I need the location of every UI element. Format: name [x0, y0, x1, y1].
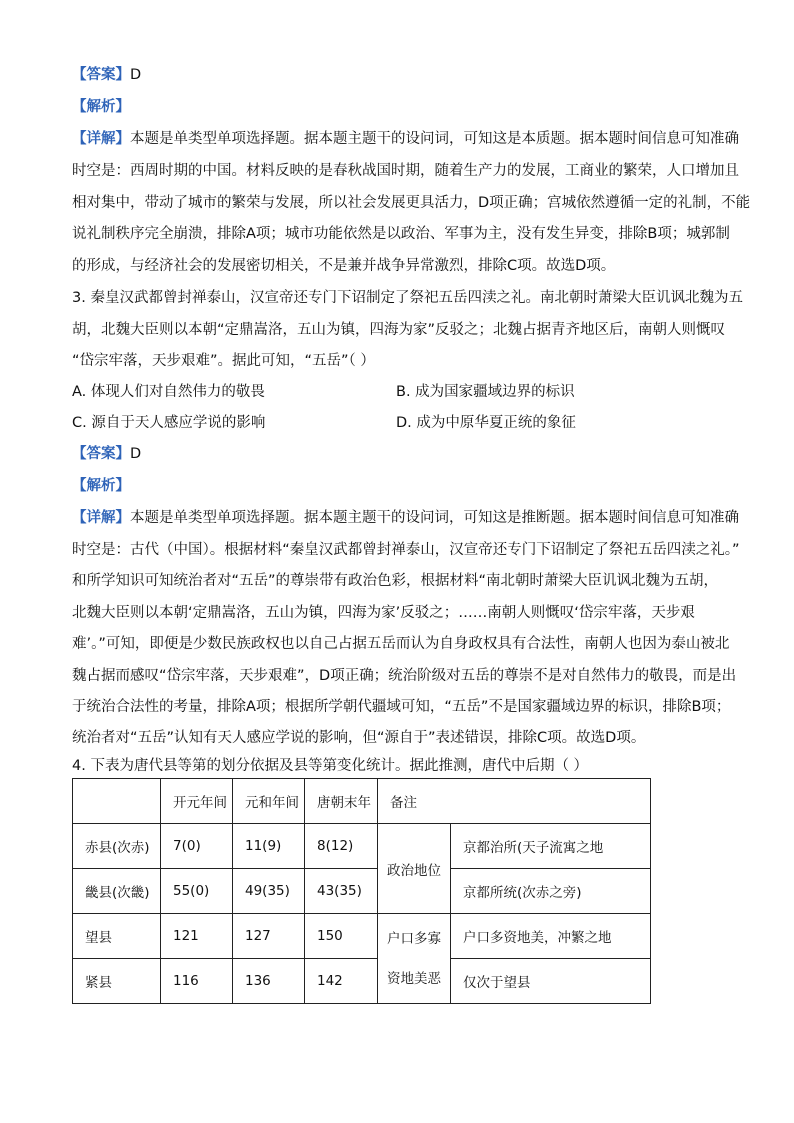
question-3-line: 胡，北魏大臣则以本朝“定鼎嵩洛，五山为镇，四海为家”反驳之；北魏占据青齐地区后，南朝人则慨叹 [72, 322, 726, 338]
cell: 150 [305, 914, 378, 959]
cell: 127 [233, 914, 305, 959]
analysis-heading-2 [72, 476, 130, 496]
detail-line [72, 129, 739, 149]
answer-tag: 【答案】 [72, 67, 130, 83]
cell: 136 [233, 959, 305, 1004]
detail-line: 魏占据而感叹“岱宗牢落，天步艰难”，D项正确；统治阶级对五岳的尊崇不是对自然伟力的敬畏，而是出 [72, 668, 737, 684]
detail-line: 的形成，与经济社会的发展密切相关，不是兼并战争异常激烈，排除C项。故选D项。 [72, 258, 616, 274]
group-cell-population-land [378, 914, 451, 1004]
detail-line [72, 508, 739, 528]
analysis-heading-1 [72, 97, 130, 117]
option-b: B. 成为国家疆域边界的标识 [396, 384, 575, 400]
note-cell: 户口多资地美，冲繁之地 [451, 914, 651, 959]
table-corner-cell [73, 779, 161, 824]
detail-line: 时空是：西周时期的中国。材料反映的是春秋战国时期，随着生产力的发展，工商业的繁荣，人口增加且 [72, 163, 739, 179]
header-cell: 元和年间 [233, 779, 305, 824]
question-3-line: “岱宗牢落，天步艰难”。据此可知，“五岳”（ ） [72, 353, 375, 369]
detail-line: 北魏大臣则以本朝‘定鼎嵩洛，五山为镇，四海为家’反驳之；……南朝人则慨叹‘岱宗牢落，天步艰 [72, 605, 695, 621]
row-label: 畿县(次畿) [73, 869, 161, 914]
table-row [73, 914, 651, 959]
county-rank-table [72, 778, 651, 1004]
note-cell: 仅次于望县 [451, 959, 651, 1004]
analysis-tag: 【解析】 [72, 99, 130, 115]
cell: 11(9) [233, 824, 305, 869]
analysis-tag: 【解析】 [72, 478, 130, 494]
cell: 49(35) [233, 869, 305, 914]
detail-line: 难’。”可知，即便是少数民族政权也以自己占据五岳而认为自身政权具有合法性，南朝人也因为泰山被北 [72, 636, 730, 652]
cell: 142 [305, 959, 378, 1004]
note-cell: 京都所统(次赤之旁) [451, 869, 651, 914]
detail-line: 相对集中，带动了城市的繁荣与发展，所以社会发展更具活力，D项正确；宫城依然遵循一定的礼制，不能 [72, 195, 751, 211]
cell: 43(35) [305, 869, 378, 914]
note-cell: 京都治所(天子流寓之地 [451, 824, 651, 869]
group-cell-political-status: 政治地位 [378, 824, 451, 914]
detail-line: 时空是：古代（中国）。根据材料“秦皇汉武都曾封禅泰山，汉宣帝还专门下诏制定了祭祀五岳四渎之礼。” [72, 542, 740, 558]
option-a: A. 体现人们对自然伟力的敬畏 [72, 384, 265, 400]
table-row [73, 869, 651, 914]
row-label: 紧县 [73, 959, 161, 1004]
detail-tag: 【详解】 [72, 131, 130, 147]
table-header-row [73, 779, 651, 824]
answer-line-1 [72, 65, 141, 85]
cell: 55(0) [161, 869, 233, 914]
header-cell: 开元年间 [161, 779, 233, 824]
detail-line: 和所学知识可知统治者对“五岳”的尊崇带有政治色彩，根据材料“南北朝时萧梁大臣讥讽北魏为五胡， [72, 573, 719, 589]
header-cell: 唐朝末年 [305, 779, 378, 824]
detail-line: 统治者对“五岳”认知有天人感应学说的影响，但“源自于”表述错误，排除C项。故选D项。 [72, 730, 646, 746]
row-label: 赤县(次赤) [73, 824, 161, 869]
detail-text: 本题是单类型单项选择题。据本题主题干的设问词，可知这是本质题。据本题时间信息可知准确 [130, 131, 739, 147]
question-4-stem: 4. 下表为唐代县等第的划分依据及县等第变化统计。据此推测，唐代中后期（ ） [72, 758, 589, 774]
cell: 7(0) [161, 824, 233, 869]
cell: 121 [161, 914, 233, 959]
detail-line: 于统治合法性的考量，排除A项；根据所学朝代疆域可知，“五岳”不是国家疆域边界的标识，排除B项； [72, 699, 731, 715]
cell: 116 [161, 959, 233, 1004]
row-label: 望县 [73, 914, 161, 959]
answer-tag: 【答案】 [72, 446, 130, 462]
cell: 8(12) [305, 824, 378, 869]
table-row [73, 824, 651, 869]
group-line: 资地美恶 [387, 970, 441, 987]
question-3-line: 3. 秦皇汉武都曾封禅泰山，汉宣帝还专门下诏制定了祭祀五岳四渎之礼。南北朝时萧梁大臣讥讽北魏为五 [72, 290, 743, 306]
table-row [73, 959, 651, 1004]
group-line: 户口多寡 [387, 930, 441, 947]
option-d: D. 成为中原华夏正统的象征 [396, 415, 576, 431]
detail-text: 本题是单类型单项选择题。据本题主题干的设问词，可知这是推断题。据本题时间信息可知准确 [130, 510, 739, 526]
answer-line-2 [72, 444, 141, 464]
detail-line: 说礼制秩序完全崩溃，排除A项；城市功能依然是以政治、军事为主，没有发生异变，排除B项；城郭制 [72, 226, 730, 242]
option-c: C. 源自于天人感应学说的影响 [72, 415, 266, 431]
answer-value: D [130, 446, 142, 462]
header-cell: 备注 [378, 779, 651, 824]
answer-value: D [130, 67, 142, 83]
detail-tag: 【详解】 [72, 510, 130, 526]
